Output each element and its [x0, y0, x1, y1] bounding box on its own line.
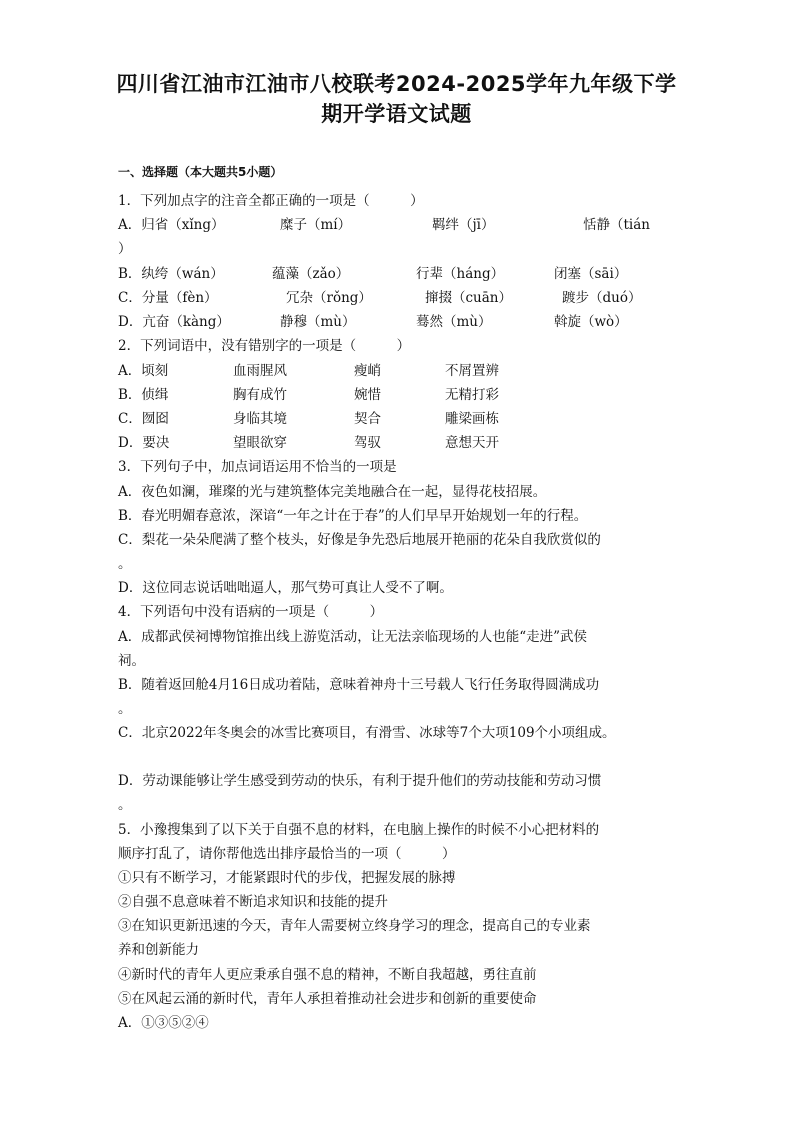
- q2-stem: 2．下列词语中，没有错别字的一项是（ ）: [118, 338, 411, 354]
- q5-statement-3: ③在知识更新迅速的今天，青年人需要树立终身学习的理念，提高自己的专业素: [118, 918, 591, 934]
- q4-stem: 4．下列语句中没有语病的一项是（ ）: [118, 604, 384, 620]
- q4-option-b: B．随着返回舱4月16日成功着陆，意味着神舟十三号载人飞行任务取得圆满成功: [118, 677, 600, 693]
- q1-stem: 1．下列加点字的注音全都正确的一项是（ ）: [118, 193, 424, 209]
- page-title-line2: 期开学语文试题: [321, 102, 472, 126]
- q4-option-c: C．北京2022年冬奥会的冰雪比赛项目，有滑雪、冰球等7个大项109个小项组成。: [118, 725, 616, 741]
- q1-option-a-1: A．归省（xǐng）: [118, 217, 225, 233]
- q2-option-b-3: 婉惜: [354, 387, 381, 403]
- q4-option-d-cont: 。: [118, 797, 132, 813]
- page-title-line1: 四川省江油市江油市八校联考2024-2025学年九年级下学: [116, 72, 677, 96]
- q2-option-d-3: 驾驭: [354, 435, 381, 451]
- q2-option-c-3: 契合: [354, 411, 381, 427]
- q5-statement-4: ④新时代的青年人更应秉承自强不息的精神，不断自我超越，勇往直前: [118, 967, 537, 983]
- q5-statement-1: ①只有不断学习，才能紧跟时代的步伐，把握发展的脉搏: [118, 870, 456, 886]
- q2-option-a-3: 瘦峭: [354, 363, 381, 379]
- q3-option-a: A．夜色如澜，璀璨的光与建筑整体完美地融合在一起，显得花枝招展。: [118, 484, 547, 500]
- q1-option-a-4: 恬静（tián: [583, 217, 650, 233]
- q2-option-b-1: B．侦缉: [118, 387, 169, 403]
- q1-option-c-2: 冗杂（rǒng）: [286, 290, 372, 306]
- q1-option-a-cont: ）: [118, 241, 132, 257]
- q5-statement-3-cont: 养和创新能力: [118, 942, 199, 958]
- q1-option-d-2: 静穆（mù）: [280, 314, 356, 330]
- q3-option-c: C．梨花一朵朵爬满了整个枝头，好像是争先恐后地展开艳丽的花朵自我欣赏似的: [118, 532, 601, 548]
- q1-option-d-4: 斡旋（wò）: [554, 314, 628, 330]
- q5-option-a: A．①③⑤②④: [118, 1015, 209, 1031]
- q2-option-a-4: 不屑置辨: [445, 363, 499, 379]
- q1-option-d-3: 蓦然（mù）: [416, 314, 492, 330]
- q2-option-d-4: 意想天开: [445, 435, 499, 451]
- q3-option-d: D．这位同志说话咄咄逼人，那气势可真让人受不了啊。: [118, 580, 453, 596]
- q4-option-a-cont: 祠。: [118, 653, 145, 669]
- q3-option-b: B．春光明媚春意浓，深谙“一年之计在于春”的人们早早开始规划一年的行程。: [118, 508, 588, 524]
- q1-option-c-3: 撺掇（cuān）: [425, 290, 512, 306]
- q2-option-a-1: A．顷刻: [118, 363, 169, 379]
- q4-option-b-cont: 。: [118, 701, 132, 717]
- q2-option-d-2: 望眼欲穿: [233, 435, 287, 451]
- q4-option-d: D．劳动课能够让学生感受到劳动的快乐，有利于提升他们的劳动技能和劳动习惯: [118, 773, 602, 789]
- q5-stem: 5．小豫搜集到了以下关于自强不息的材料，在电脑上操作的时候不小心把材料的: [118, 822, 600, 838]
- q5-statement-5: ⑤在风起云涌的新时代，青年人承担着推动社会进步和创新的重要使命: [118, 991, 537, 1007]
- q3-option-c-cont: 。: [118, 556, 132, 572]
- q1-option-b-1: B．纨绔（wán）: [118, 266, 224, 282]
- q1-option-b-3: 行辈（háng）: [416, 266, 505, 282]
- q2-option-c-1: C．囫囵: [118, 411, 169, 427]
- q1-option-c-4: 踱步（duó）: [562, 290, 642, 306]
- section-heading: 一、选择题（本大题共5小题）: [118, 165, 283, 179]
- q2-option-c-4: 雕梁画栋: [445, 411, 499, 427]
- q1-option-b-2: 蕴藻（zǎo）: [272, 266, 350, 282]
- q1-option-d-1: D．亢奋（kàng）: [118, 314, 230, 330]
- q5-stem-cont: 顺序打乱了，请你帮他选出排序最恰当的一项（ ）: [118, 846, 456, 862]
- q1-option-c-1: C．分量（fèn）: [118, 290, 218, 306]
- q2-option-b-4: 无精打彩: [445, 387, 499, 403]
- q2-option-b-2: 胸有成竹: [233, 387, 287, 403]
- q1-option-a-2: 糜子（mí）: [280, 217, 352, 233]
- q3-stem: 3．下列句子中，加点词语运用不恰当的一项是: [118, 459, 397, 475]
- q2-option-d-1: D．要决: [118, 435, 170, 451]
- q1-option-a-3: 羁绊（jī）: [432, 217, 495, 233]
- q5-statement-2: ②自强不息意味着不断追求知识和技能的提升: [118, 894, 388, 910]
- q2-option-c-2: 身临其境: [233, 411, 287, 427]
- q1-option-b-4: 闭塞（sāi）: [554, 266, 628, 282]
- q2-option-a-2: 血雨腥风: [233, 363, 287, 379]
- q4-option-a: A．成都武侯祠博物馆推出线上游览活动，让无法亲临现场的人也能“走进”武侯: [118, 629, 588, 645]
